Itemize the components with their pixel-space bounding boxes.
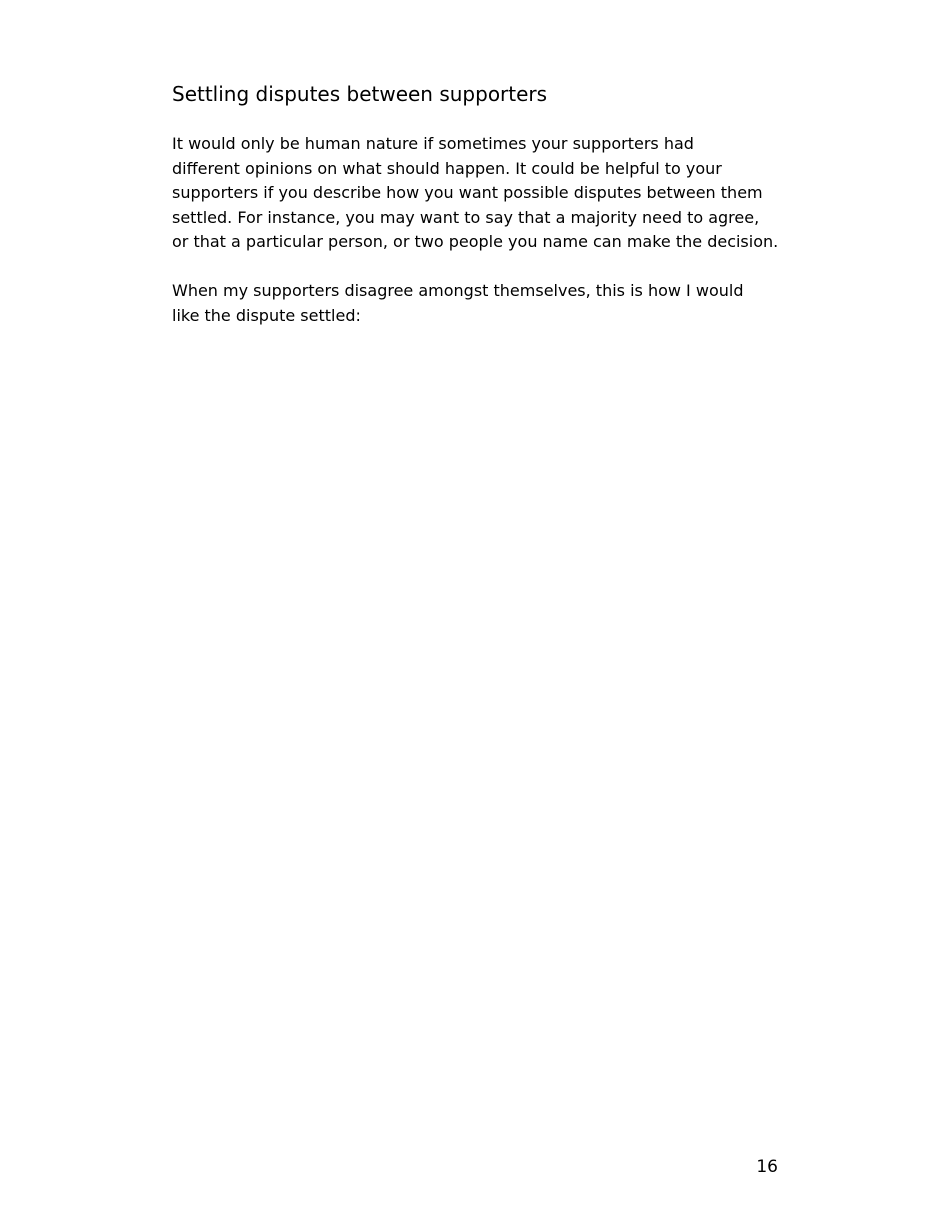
page-number: 16 xyxy=(756,1157,778,1177)
paragraph-line: supporters if you describe how you want possible disputes between them xyxy=(172,183,763,203)
paragraph-line: When my supporters disagree amongst themselves, this is how I would xyxy=(172,281,744,300)
paragraph-line: like the dispute settled: xyxy=(172,305,361,325)
dispute-prompt-paragraph xyxy=(172,279,792,328)
section-heading: Settling disputes between supporters xyxy=(172,82,548,106)
paragraph-line: different opinions on what should happen. It could be helpful to your xyxy=(172,158,722,178)
paragraph-line: It would only be human nature if sometimes your supporters had xyxy=(172,134,694,153)
paragraph-line: or that a particular person, or two people you name can make the decision. xyxy=(172,232,779,252)
intro-paragraph xyxy=(172,132,792,255)
paragraph-line: settled. For instance, you may want to say that a majority need to agree, xyxy=(172,207,760,227)
